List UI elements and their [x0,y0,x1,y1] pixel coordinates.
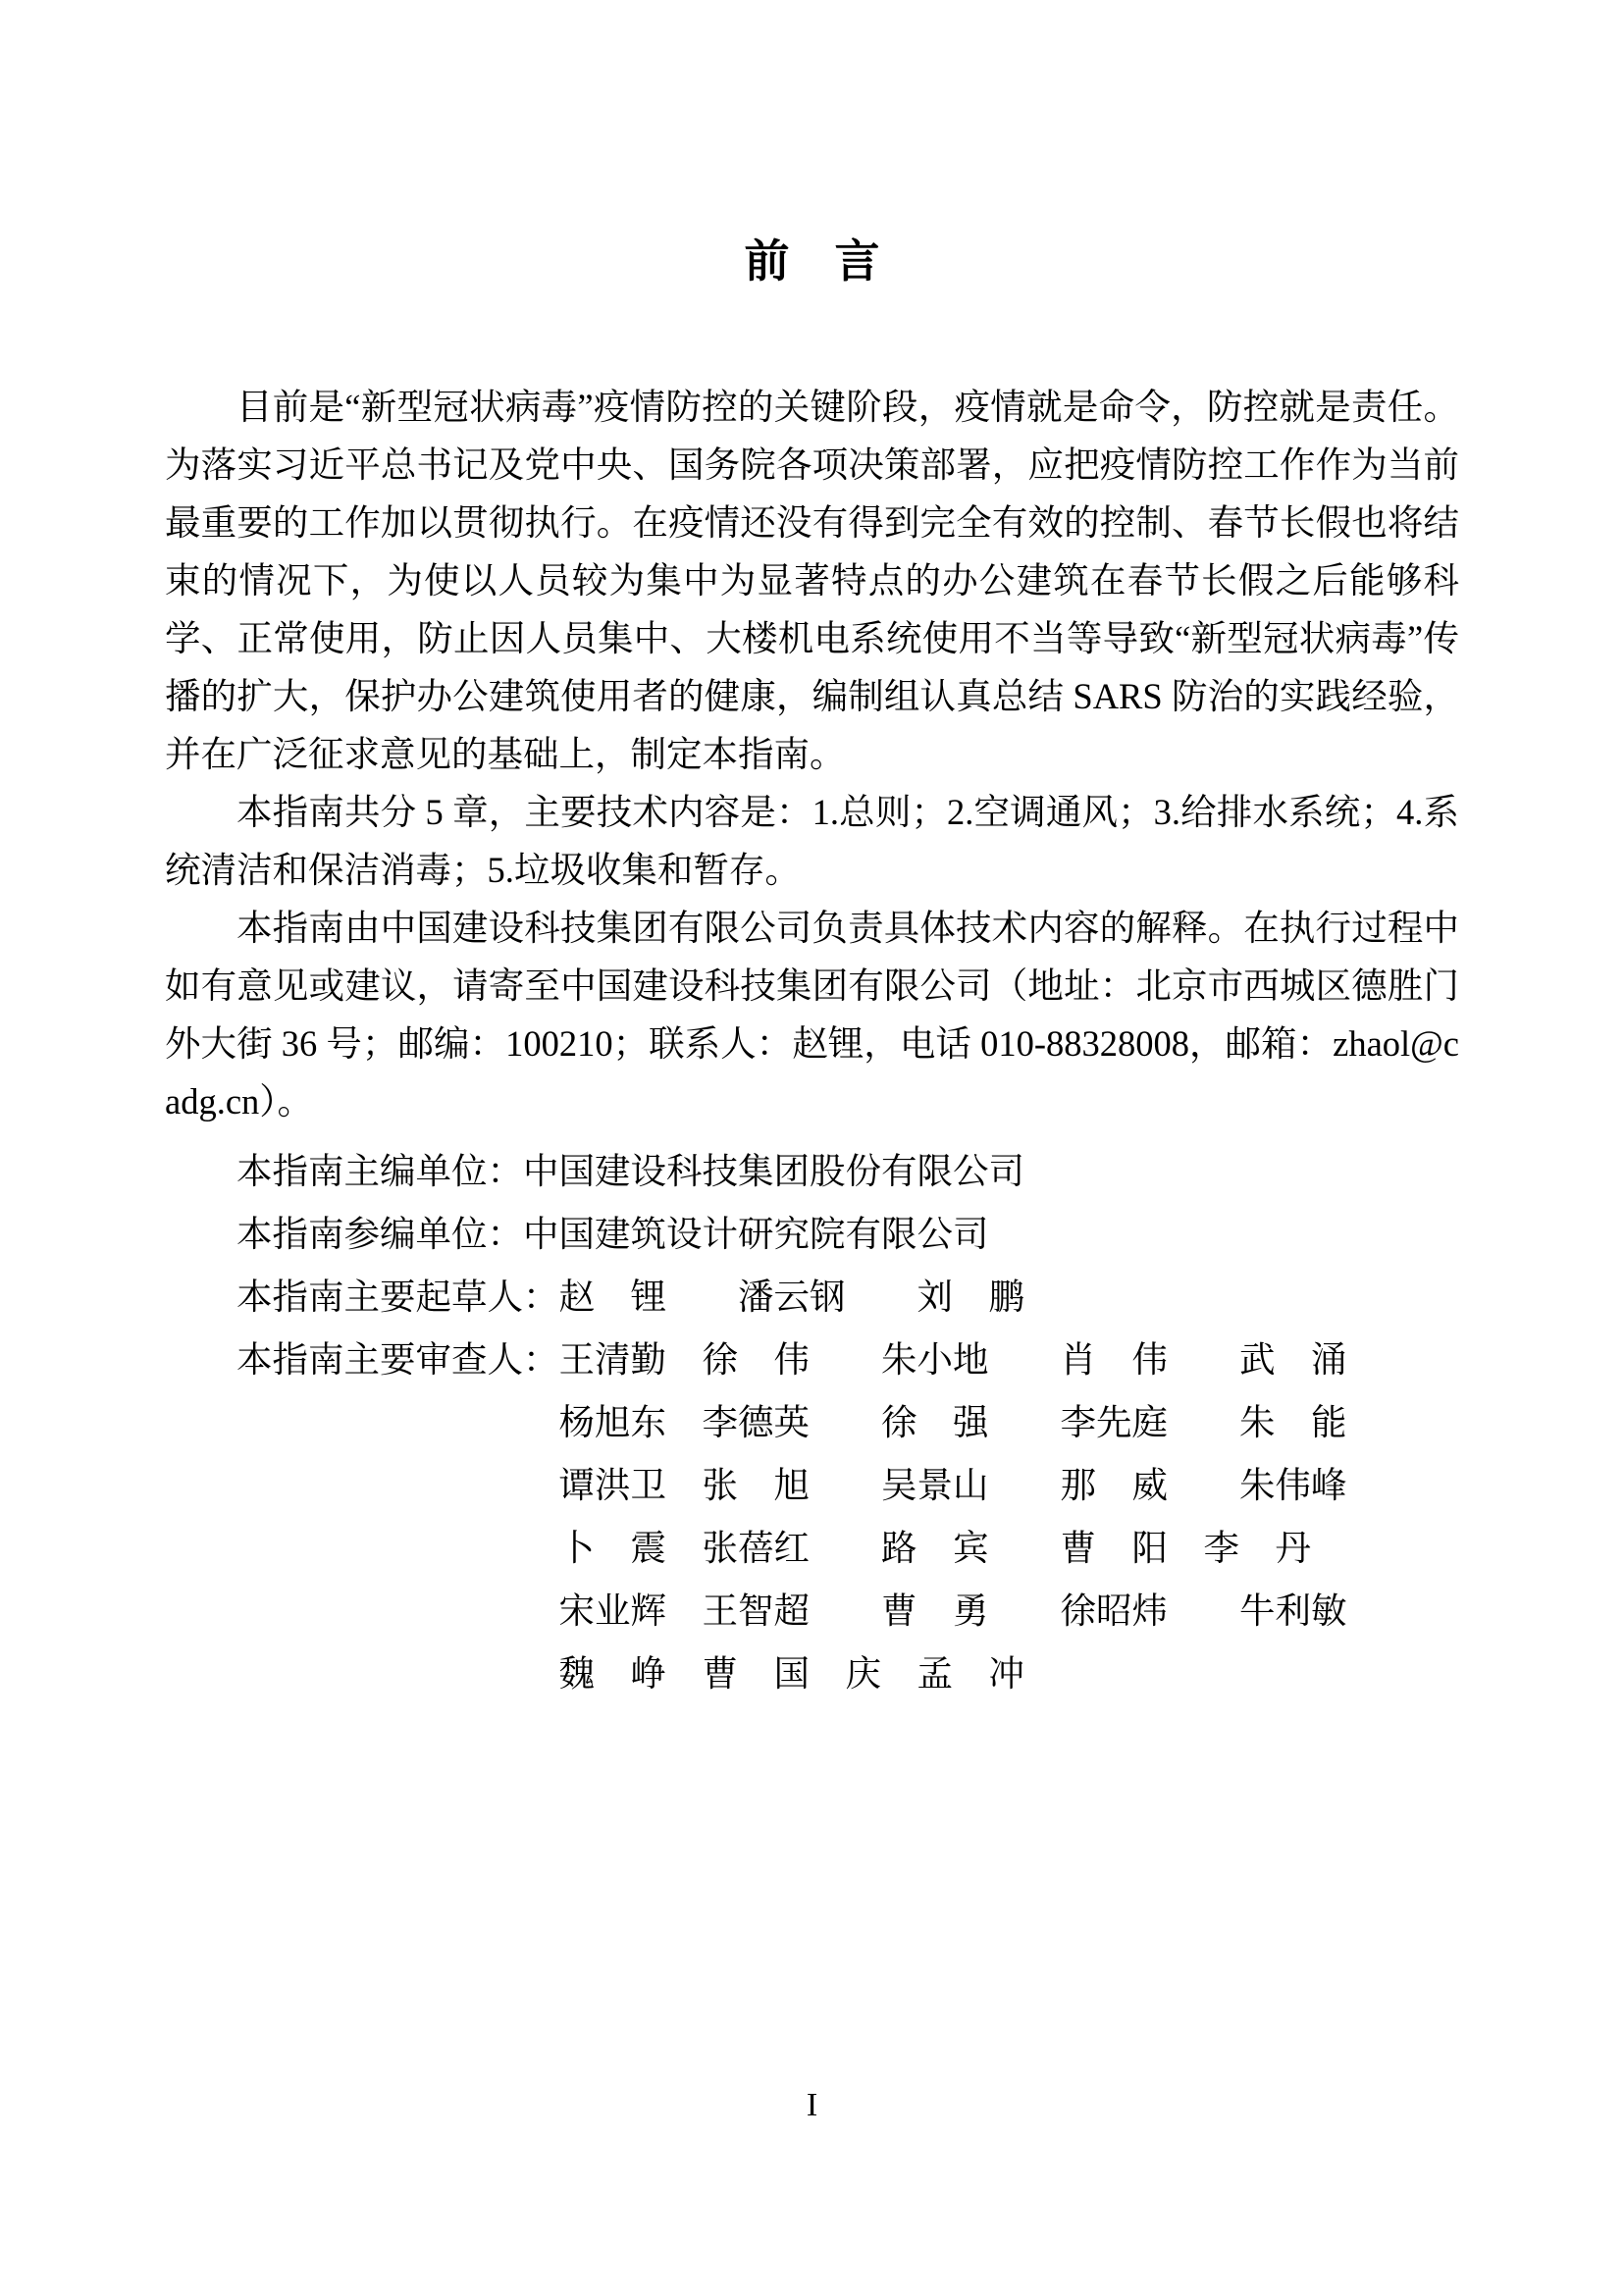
reviewer-row: 谭洪卫 张 旭 吴景山 那 威 朱伟峰 [558,1464,1347,1505]
reviewer-row: 杨旭东 李德英 徐 强 李先庭 朱 能 [558,1401,1347,1442]
participating-unit-line: 本指南参编单位：中国建筑设计研究院有限公司 [236,1213,989,1254]
page-title: 前 言 [744,236,880,287]
reviewer-row: 宋业辉 王智超 曹 勇 徐昭炜 牛利敏 [558,1590,1347,1631]
chief-editor-unit-line: 本指南主编单位：中国建设科技集团股份有限公司 [236,1150,1024,1191]
paragraph-contact: 本指南由中国建设科技集团有限公司负责具体技术内容的解释。在执行过程中如有意见或建议，请寄至中国建设科技集团有限公司（地址：北京市西城区德胜门外大街 36 号；邮编：100210；联系人：赵锂，电话 010-88328008，邮箱：zhaol@cadg.cn）。 [165,907,1459,1121]
drafters-line: 本指南主要起草人：赵 锂 潘云钢 刘 鹏 [236,1276,1024,1317]
paragraph-intro: 目前是“新型冠状病毒”疫情防控的关键阶段，疫情就是命令，防控就是责任。为落实习近平总书记及党中央、国务院各项决策部署，应把疫情防控工作作为当前最重要的工作加以贯彻执行。在疫情还没有得到完全有效的控制、春节长假也将结束的情况下，为使以人员较为集中为显著特点的办公建筑在春节长假之后能够科学、正常使用，防止因人员集中、大楼机电系统使用不当等导致“新型冠状病毒”传播的扩大，保护办公建筑使用者的健康，编制组认真总结 SARS 防治的实践经验，并在广泛征求意见的基础上，制定本指南。 [165,386,1459,774]
reviewers-line [165,1329,1459,1391]
page-number: I [806,2087,818,2123]
reviewers-label: 本指南主要审查人： [236,1338,559,1380]
credits-block [165,1140,1459,1705]
paragraph-chapters: 本指南共分 5 章，主要技术内容是：1.总则；2.空调通风；3.给排水系统；4.系统清洁和保洁消毒；5.垃圾收集和暂存。 [165,791,1459,890]
reviewer-row: 王清勤 徐 伟 朱小地 肖 伟 武 涌 [558,1338,1347,1380]
reviewer-row: 卜 震 张蓓红 路 宾 曹 阳 李 丹 [558,1527,1311,1568]
reviewer-row: 魏 峥 曹 国 庆 孟 冲 [558,1652,1024,1694]
